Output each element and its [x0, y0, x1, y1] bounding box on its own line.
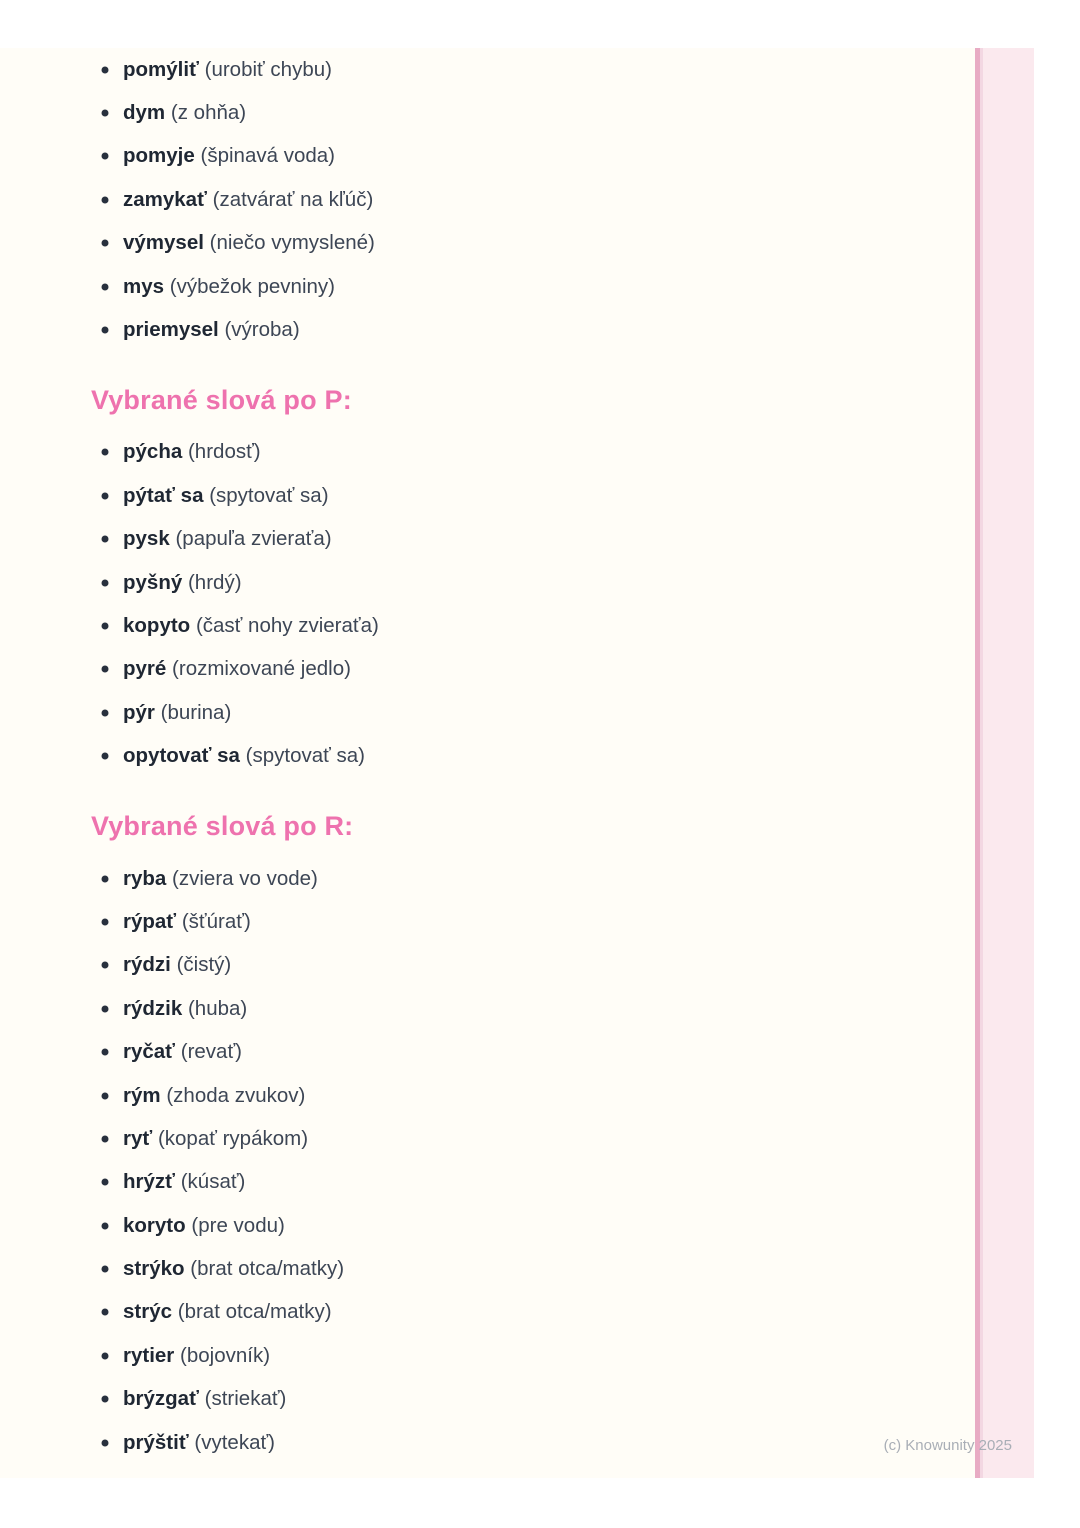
bullet-icon [102, 536, 109, 543]
bullet-icon [102, 1439, 109, 1446]
word-list [91, 857, 911, 1464]
word-list-item [91, 178, 911, 221]
word-list-item [91, 474, 911, 517]
bullet-icon [102, 1179, 109, 1186]
word-note: (šťúrať) [181, 909, 251, 933]
word-term: kopyto [123, 613, 191, 637]
page-content [91, 48, 911, 1464]
word-list-item [91, 1161, 911, 1204]
word-list-item [91, 308, 911, 351]
bullet-icon [102, 622, 109, 629]
word-note: (revať) [180, 1040, 242, 1064]
word-note: (časť nohy zvieraťa) [195, 613, 379, 637]
bullet-icon [102, 918, 109, 925]
word-term: ryba [123, 866, 167, 890]
word-list-item [91, 1030, 911, 1073]
bullet-icon [102, 1005, 109, 1012]
word-list-item [91, 1421, 911, 1464]
word-list-item [91, 857, 911, 900]
word-list-item [91, 431, 911, 474]
word-list-item [91, 987, 911, 1030]
bullet-icon [102, 1309, 109, 1316]
word-note: (brat otca/matky) [177, 1300, 332, 1324]
word-term: rýdzik [123, 996, 183, 1020]
word-list-item [91, 518, 911, 561]
word-list-item [91, 604, 911, 647]
word-term: opytovať sa [123, 744, 240, 768]
bullet-icon [102, 110, 109, 117]
word-note: (zatvárať na kľúč) [212, 187, 374, 211]
section-heading: Vybrané slová po R: [91, 810, 354, 841]
word-note: (zhoda zvukov) [166, 1083, 306, 1107]
bullet-icon [102, 666, 109, 673]
word-note: (brat otca/matky) [190, 1257, 345, 1281]
page-margin-stripe [975, 48, 1034, 1478]
word-list-item [91, 734, 911, 777]
bullet-icon [102, 449, 109, 456]
word-note: (burina) [160, 700, 232, 724]
word-term: hrýzť [123, 1170, 175, 1194]
word-term: koryto [123, 1213, 186, 1237]
bullet-icon [102, 66, 109, 73]
word-note: (pre vodu) [191, 1213, 285, 1237]
word-note: (z ohňa) [170, 101, 247, 125]
bullet-icon [102, 240, 109, 247]
word-term: pýtať sa [123, 483, 204, 507]
word-note: (striekať) [204, 1387, 287, 1411]
word-list-item [91, 135, 911, 178]
word-term: strýc [123, 1300, 173, 1324]
word-note: (urobiť chybu) [204, 57, 332, 81]
bullet-icon [102, 1352, 109, 1359]
word-list-item [91, 900, 911, 943]
word-term: pyré [123, 657, 167, 681]
word-list-item [91, 222, 911, 265]
bullet-icon [102, 196, 109, 203]
word-note: (špinavá voda) [200, 144, 335, 168]
word-note: (kúsať) [180, 1170, 246, 1194]
word-term: ryčať [123, 1040, 176, 1064]
word-term: zamykať [123, 187, 207, 211]
word-term: výmysel [123, 231, 204, 255]
bullet-icon [102, 153, 109, 160]
word-term: brýzgať [123, 1387, 199, 1411]
word-list-item [91, 265, 911, 308]
bullet-icon [102, 1135, 109, 1142]
word-term: prýštiť [123, 1430, 189, 1454]
word-note: (papuľa zvieraťa) [175, 527, 332, 551]
word-list-item [91, 1247, 911, 1290]
word-list-item [91, 648, 911, 691]
word-list-item [91, 1204, 911, 1247]
bullet-icon [102, 1092, 109, 1099]
word-term: pýcha [123, 440, 183, 464]
copyright-footer: (c) Knowunity 2025 [883, 1437, 1012, 1454]
word-note: (niečo vymyslené) [209, 231, 375, 255]
word-note: (huba) [187, 996, 248, 1020]
word-note: (kopať rypákom) [157, 1126, 309, 1150]
word-list-item [91, 1291, 911, 1334]
word-term: strýko [123, 1257, 185, 1281]
word-list-item [91, 691, 911, 734]
section-heading: Vybrané slová po P: [91, 384, 352, 415]
word-list-item [91, 1378, 911, 1421]
bullet-icon [102, 1266, 109, 1273]
bullet-icon [102, 1049, 109, 1056]
bullet-icon [102, 709, 109, 716]
word-term: priemysel [123, 318, 219, 342]
word-term: pyšný [123, 570, 183, 594]
bullet-icon [102, 962, 109, 969]
word-term: rýdzi [123, 953, 171, 977]
word-term: rýpať [123, 909, 177, 933]
word-term: rytier [123, 1343, 175, 1367]
bullet-icon [102, 753, 109, 760]
word-term: pysk [123, 527, 170, 551]
bullet-icon [102, 283, 109, 290]
word-list-item [91, 91, 911, 134]
word-list-item [91, 561, 911, 604]
word-list-item [91, 1074, 911, 1117]
word-note: (spytovať sa) [209, 483, 329, 507]
word-term: mys [123, 274, 165, 298]
word-term: dym [123, 101, 166, 125]
word-list-item [91, 1334, 911, 1377]
word-list [91, 48, 911, 352]
word-note: (zviera vo vode) [172, 866, 318, 890]
word-term: pýr [123, 700, 155, 724]
bullet-icon [102, 327, 109, 334]
word-note: (výbežok pevniny) [169, 274, 335, 298]
word-list-item [91, 1117, 911, 1160]
word-note: (hrdosť) [187, 440, 261, 464]
word-note: (hrdý) [187, 570, 242, 594]
bullet-icon [102, 1222, 109, 1229]
word-list-item [91, 944, 911, 987]
bullet-icon [102, 579, 109, 586]
word-note: (bojovník) [180, 1343, 271, 1367]
word-list-item [91, 48, 911, 91]
word-note: (výroba) [224, 318, 300, 342]
word-term: rým [123, 1083, 161, 1107]
word-note: (vytekať) [194, 1430, 275, 1454]
word-note: (rozmixované jedlo) [172, 657, 351, 681]
bullet-icon [102, 492, 109, 499]
word-note: (spytovať sa) [245, 744, 365, 768]
word-term: ryť [123, 1126, 153, 1150]
bullet-icon [102, 875, 109, 882]
bullet-icon [102, 1396, 109, 1403]
word-term: pomyje [123, 144, 195, 168]
word-note: (čistý) [176, 953, 232, 977]
word-term: pomýliť [123, 57, 199, 81]
word-list [91, 431, 911, 778]
